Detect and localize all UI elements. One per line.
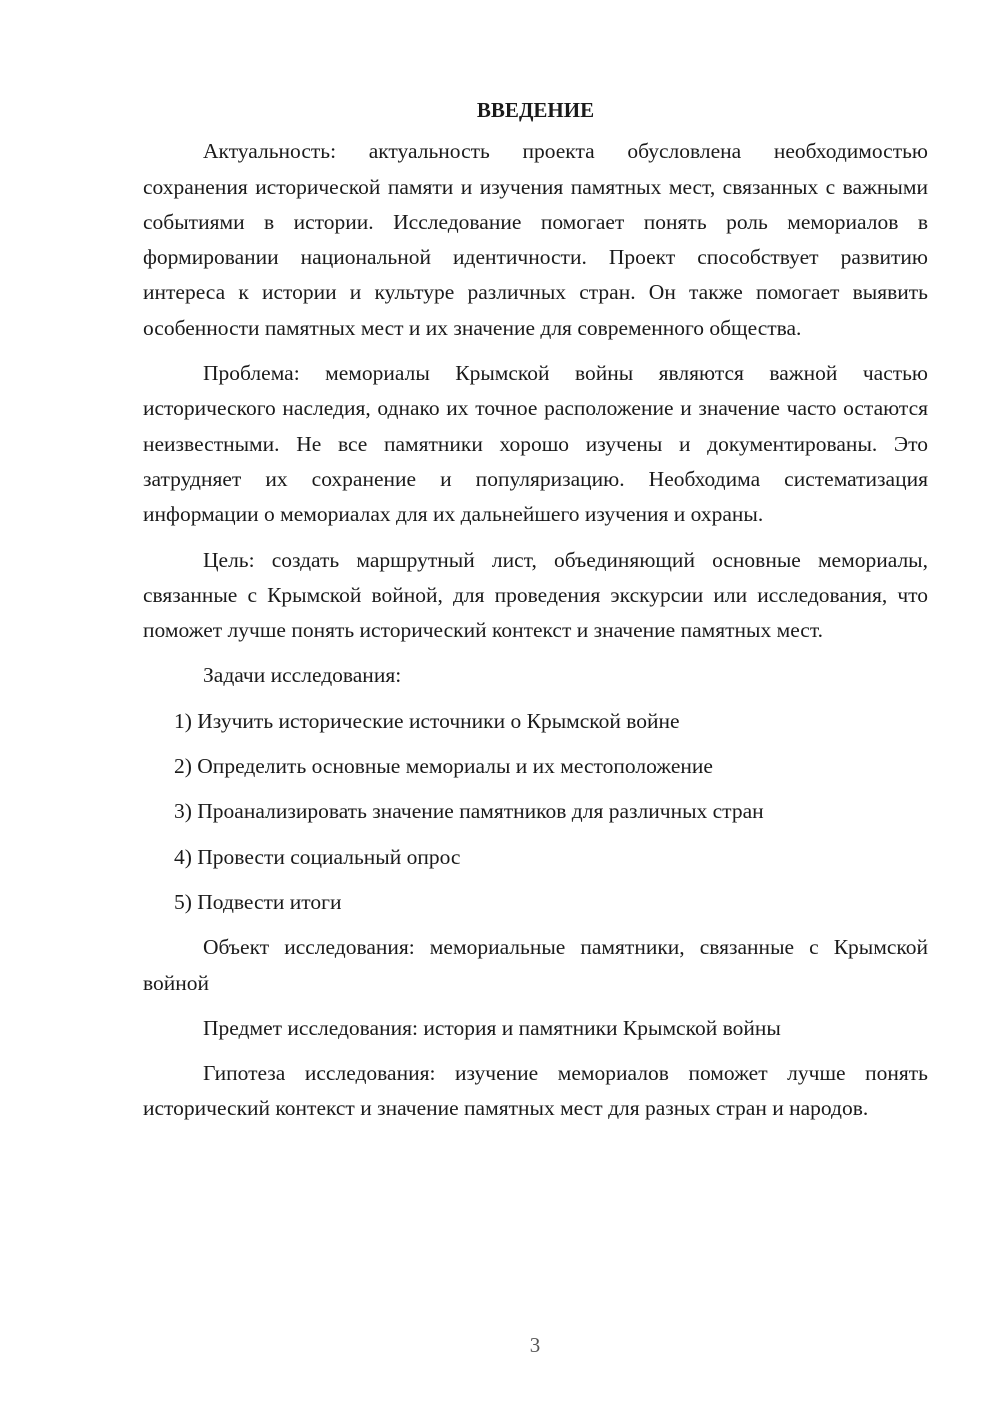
task-item: 5) Подвести итоги — [174, 889, 342, 914]
subject-paragraph: Предмет исследования: история и памятники Крымской войны — [203, 1015, 781, 1040]
task-item: 4) Провести социальный опрос — [174, 844, 461, 869]
hypothesis-paragraph: Гипотеза исследования: изучение мемориалов поможет лучше понять исторический контекст и значение памятных мест для разных стран и народов. — [143, 1061, 928, 1121]
goal-paragraph: Цель: создать маршрутный лист, объединяющий основные мемориалы, связанные с Крымской войной, для проведения экскурсии или исследования, что поможет лучше понять исторический контекст и значение памятных мест. — [143, 547, 928, 643]
page-number: 3 — [529, 1333, 541, 1357]
section-title: ВВЕДЕНИЕ — [476, 98, 595, 122]
problem-paragraph: Проблема: мемориалы Крымской войны являются важной частью исторического наследия, однако их точное расположение и значение часто остаются неизвестными. Не все памятники хорошо изучены и документированы. Это затрудняет их сохранение и популяризацию. Необходима систематизация информации о мемориалах для их дальнейшего изучения и охраны. — [143, 361, 928, 527]
tasks-heading: Задачи исследования: — [203, 663, 402, 688]
relevance-paragraph: Актуальность: актуальность проекта обусловлена необходимостью сохранения исторической памяти и изучения памятных мест, связанных с важными событиями в истории. Исследование помогает понять роль мемориалов в формировании национальной идентичности. Проект способствует развитию интереса к истории и культуре различных стран. Он также помогает выявить особенности памятных мест и их значение для современного общества. — [143, 139, 928, 340]
task-item: 3) Проанализировать значение памятников для различных стран — [174, 799, 764, 824]
object-paragraph: Объект исследования: мемориальные памятники, связанные с Крымской войной — [143, 935, 928, 995]
task-item: 2) Определить основные мемориалы и их местоположение — [174, 754, 713, 779]
page-content — [143, 93, 928, 1137]
task-item: 1) Изучить исторические источники о Крымской войне — [174, 708, 680, 733]
tasks-list — [143, 704, 928, 920]
